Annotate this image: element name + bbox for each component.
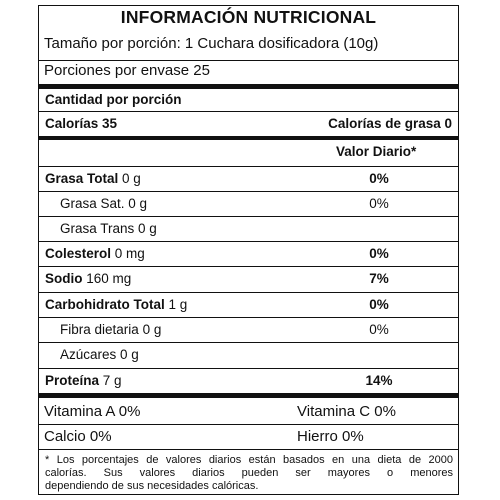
divider: [39, 216, 458, 217]
divider: [39, 191, 458, 192]
nutrient-name: Fibra dietaria: [60, 322, 139, 337]
nutrient-name: Grasa Trans: [60, 221, 135, 236]
nutrient-name: Carbohidrato Total: [45, 297, 165, 312]
nutrient-dv: 7%: [369, 271, 389, 286]
nutrient-name: Colesterol: [45, 246, 112, 261]
amount-per-serving: Cantidad por porción: [45, 92, 182, 107]
nutrient-row: [60, 221, 157, 236]
vitamin-c: Vitamina C 0%: [297, 403, 396, 420]
nutrient-row: [45, 271, 131, 286]
calories-from-fat: Calorías de grasa 0: [328, 116, 452, 131]
divider: [39, 449, 458, 450]
thick-divider: [39, 393, 458, 398]
divider: [39, 241, 458, 242]
thick-divider: [39, 136, 458, 140]
nutrient-dv: 0%: [369, 246, 389, 261]
nutrient-row: [45, 373, 122, 388]
vitamin-a: Vitamina A 0%: [44, 403, 141, 420]
footnote-line: calorías. Sus valores diarios pueden ser mayores o menores: [45, 467, 453, 479]
divider: [39, 342, 458, 343]
nutrient-amount: 1 g: [168, 297, 188, 312]
nutrient-row: [45, 297, 187, 312]
nutrient-amount: 0 g: [120, 347, 139, 362]
nutrient-row: [60, 322, 161, 337]
divider: [39, 166, 458, 167]
serving-size: Tamaño por porción: 1 Cuchara dosificadora (10g): [44, 35, 379, 52]
label-title: INFORMACIÓN NUTRICIONAL: [120, 7, 377, 27]
nutrient-dv: 0%: [369, 322, 389, 337]
nutrient-amount: 0 mg: [114, 246, 145, 261]
nutrient-amount: 160 mg: [86, 271, 132, 286]
divider: [39, 111, 458, 112]
calcium: Calcio 0%: [44, 428, 112, 445]
nutrient-name: Sodio: [45, 271, 83, 286]
nutrient-amount: 0 g: [138, 221, 157, 236]
divider: [39, 368, 458, 369]
nutrient-amount: 0 g: [142, 322, 162, 337]
nutrient-name: Grasa Total: [45, 171, 119, 186]
divider: [39, 424, 458, 425]
footnote-line: dependiendo de sus necesidades calóricas.: [45, 480, 259, 492]
calories: Calorías 35: [45, 116, 118, 131]
divider: [39, 266, 458, 267]
nutrient-amount: 0 g: [122, 171, 141, 186]
nutrient-row: [60, 347, 139, 362]
nutrient-name: Azúcares: [60, 347, 117, 362]
nutrient-row: [45, 246, 145, 261]
footnote: [45, 454, 453, 493]
nutrient-dv: 14%: [365, 373, 393, 388]
thick-divider: [39, 84, 458, 89]
nutrient-name: Grasa Sat.: [60, 196, 125, 211]
footnote-line: * Los porcentajes de valores diarios están basados en una dieta de 2000: [45, 454, 453, 466]
servings-per-container: Porciones por envase 25: [44, 62, 210, 79]
daily-value-header: Valor Diario*: [336, 144, 417, 159]
nutrient-row: [45, 171, 141, 186]
nutrient-dv: 0%: [369, 171, 389, 186]
nutrient-amount: 7 g: [102, 373, 122, 388]
iron: Hierro 0%: [297, 428, 364, 445]
nutrient-dv: 0%: [369, 196, 389, 211]
nutrient-name: Proteína: [45, 373, 100, 388]
divider: [39, 60, 458, 61]
divider: [39, 317, 458, 318]
nutrient-amount: 0 g: [128, 196, 148, 211]
nutrient-row: [60, 196, 147, 211]
nutrient-dv: 0%: [369, 297, 389, 312]
divider: [39, 292, 458, 293]
nutrition-facts-label: [38, 5, 459, 495]
